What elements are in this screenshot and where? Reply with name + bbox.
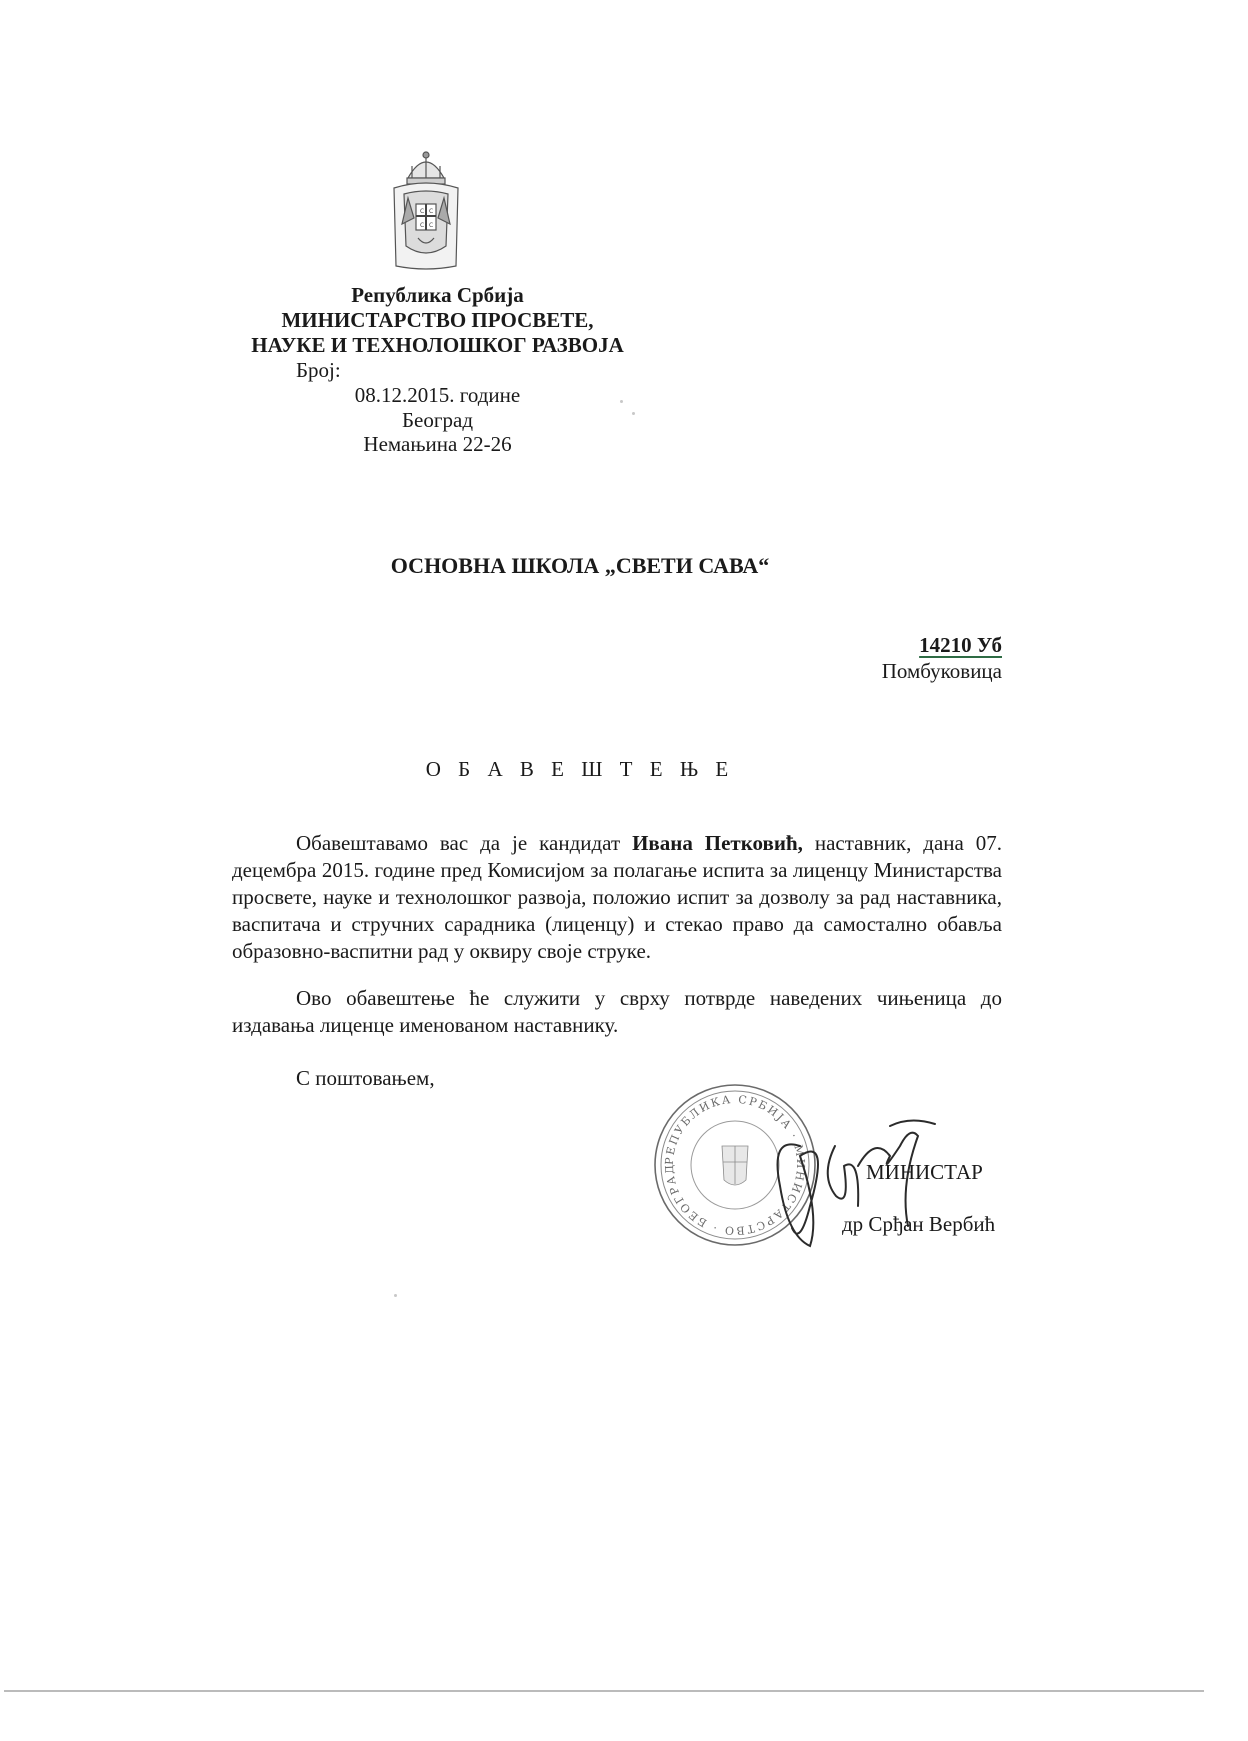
header-address: Немањина 22-26 [363, 432, 512, 456]
paragraph1-rest: наставник, дана 07. децембра 2015. године пред Комисијом за полагање испита за лиценцу Министарства просвете, науке и технолошког развоја, положио испит за дозволу за рад наставника, васпитача и стручних сарадника (лиценцу) и стекао право да самостално обавља образовно-васпитни рад у оквиру своје струке. [232, 831, 1003, 963]
signatory-title: МИНИСТАР [866, 1160, 983, 1184]
recipient-place: Помбуковица [881, 659, 1002, 683]
header-ministry-line2: НАУКЕ И ТЕХНОЛОШКОГ РАЗВОЈА [251, 333, 624, 357]
header-ministry-line1: МИНИСТАРСТВО ПРОСВЕТЕ, [281, 308, 594, 332]
svg-text:C: C [420, 208, 425, 215]
body-paragraph-2 [232, 985, 1002, 1039]
svg-text:C: C [429, 208, 434, 215]
header-republic: Република Србија [351, 283, 524, 307]
body-paragraph-1 [232, 830, 1002, 965]
recipient-school: ОСНОВНА ШКОЛА „СВЕТИ САВА“ [390, 553, 770, 578]
recipient-postal-code: 14210 Уб [919, 633, 1002, 657]
header-date: 08.12.2015. године [354, 383, 521, 407]
closing-greeting: С поштовањем, [296, 1066, 435, 1090]
scan-edge-line [4, 1690, 1204, 1692]
document-title: О Б А В Е Ш Т Е Њ Е [425, 757, 735, 781]
header-number-label: Број: [296, 358, 341, 382]
svg-text:C: C [420, 222, 425, 229]
paragraph1-intro: Обавештавамо вас да је кандидат [296, 831, 633, 855]
signatory-name: др Срђан Вербић [842, 1212, 996, 1236]
scan-speck [394, 1294, 397, 1297]
candidate-name: Ивана Петковић, [632, 831, 803, 855]
scan-speck [632, 412, 635, 415]
paragraph2-text: Ово обавештење ће служити у сврху потврде наведених чињеница до издавања лиценце именованом наставнику. [232, 986, 1002, 1037]
stamp-text: РЕПУБЛИКА СРБИЈА · МИНИСТАРСТВО · БЕОГРАД [662, 1092, 808, 1238]
scan-speck [620, 400, 623, 403]
coat-of-arms-emblem [390, 148, 462, 272]
header-city: Београд [402, 408, 473, 432]
svg-text:C: C [429, 222, 434, 229]
